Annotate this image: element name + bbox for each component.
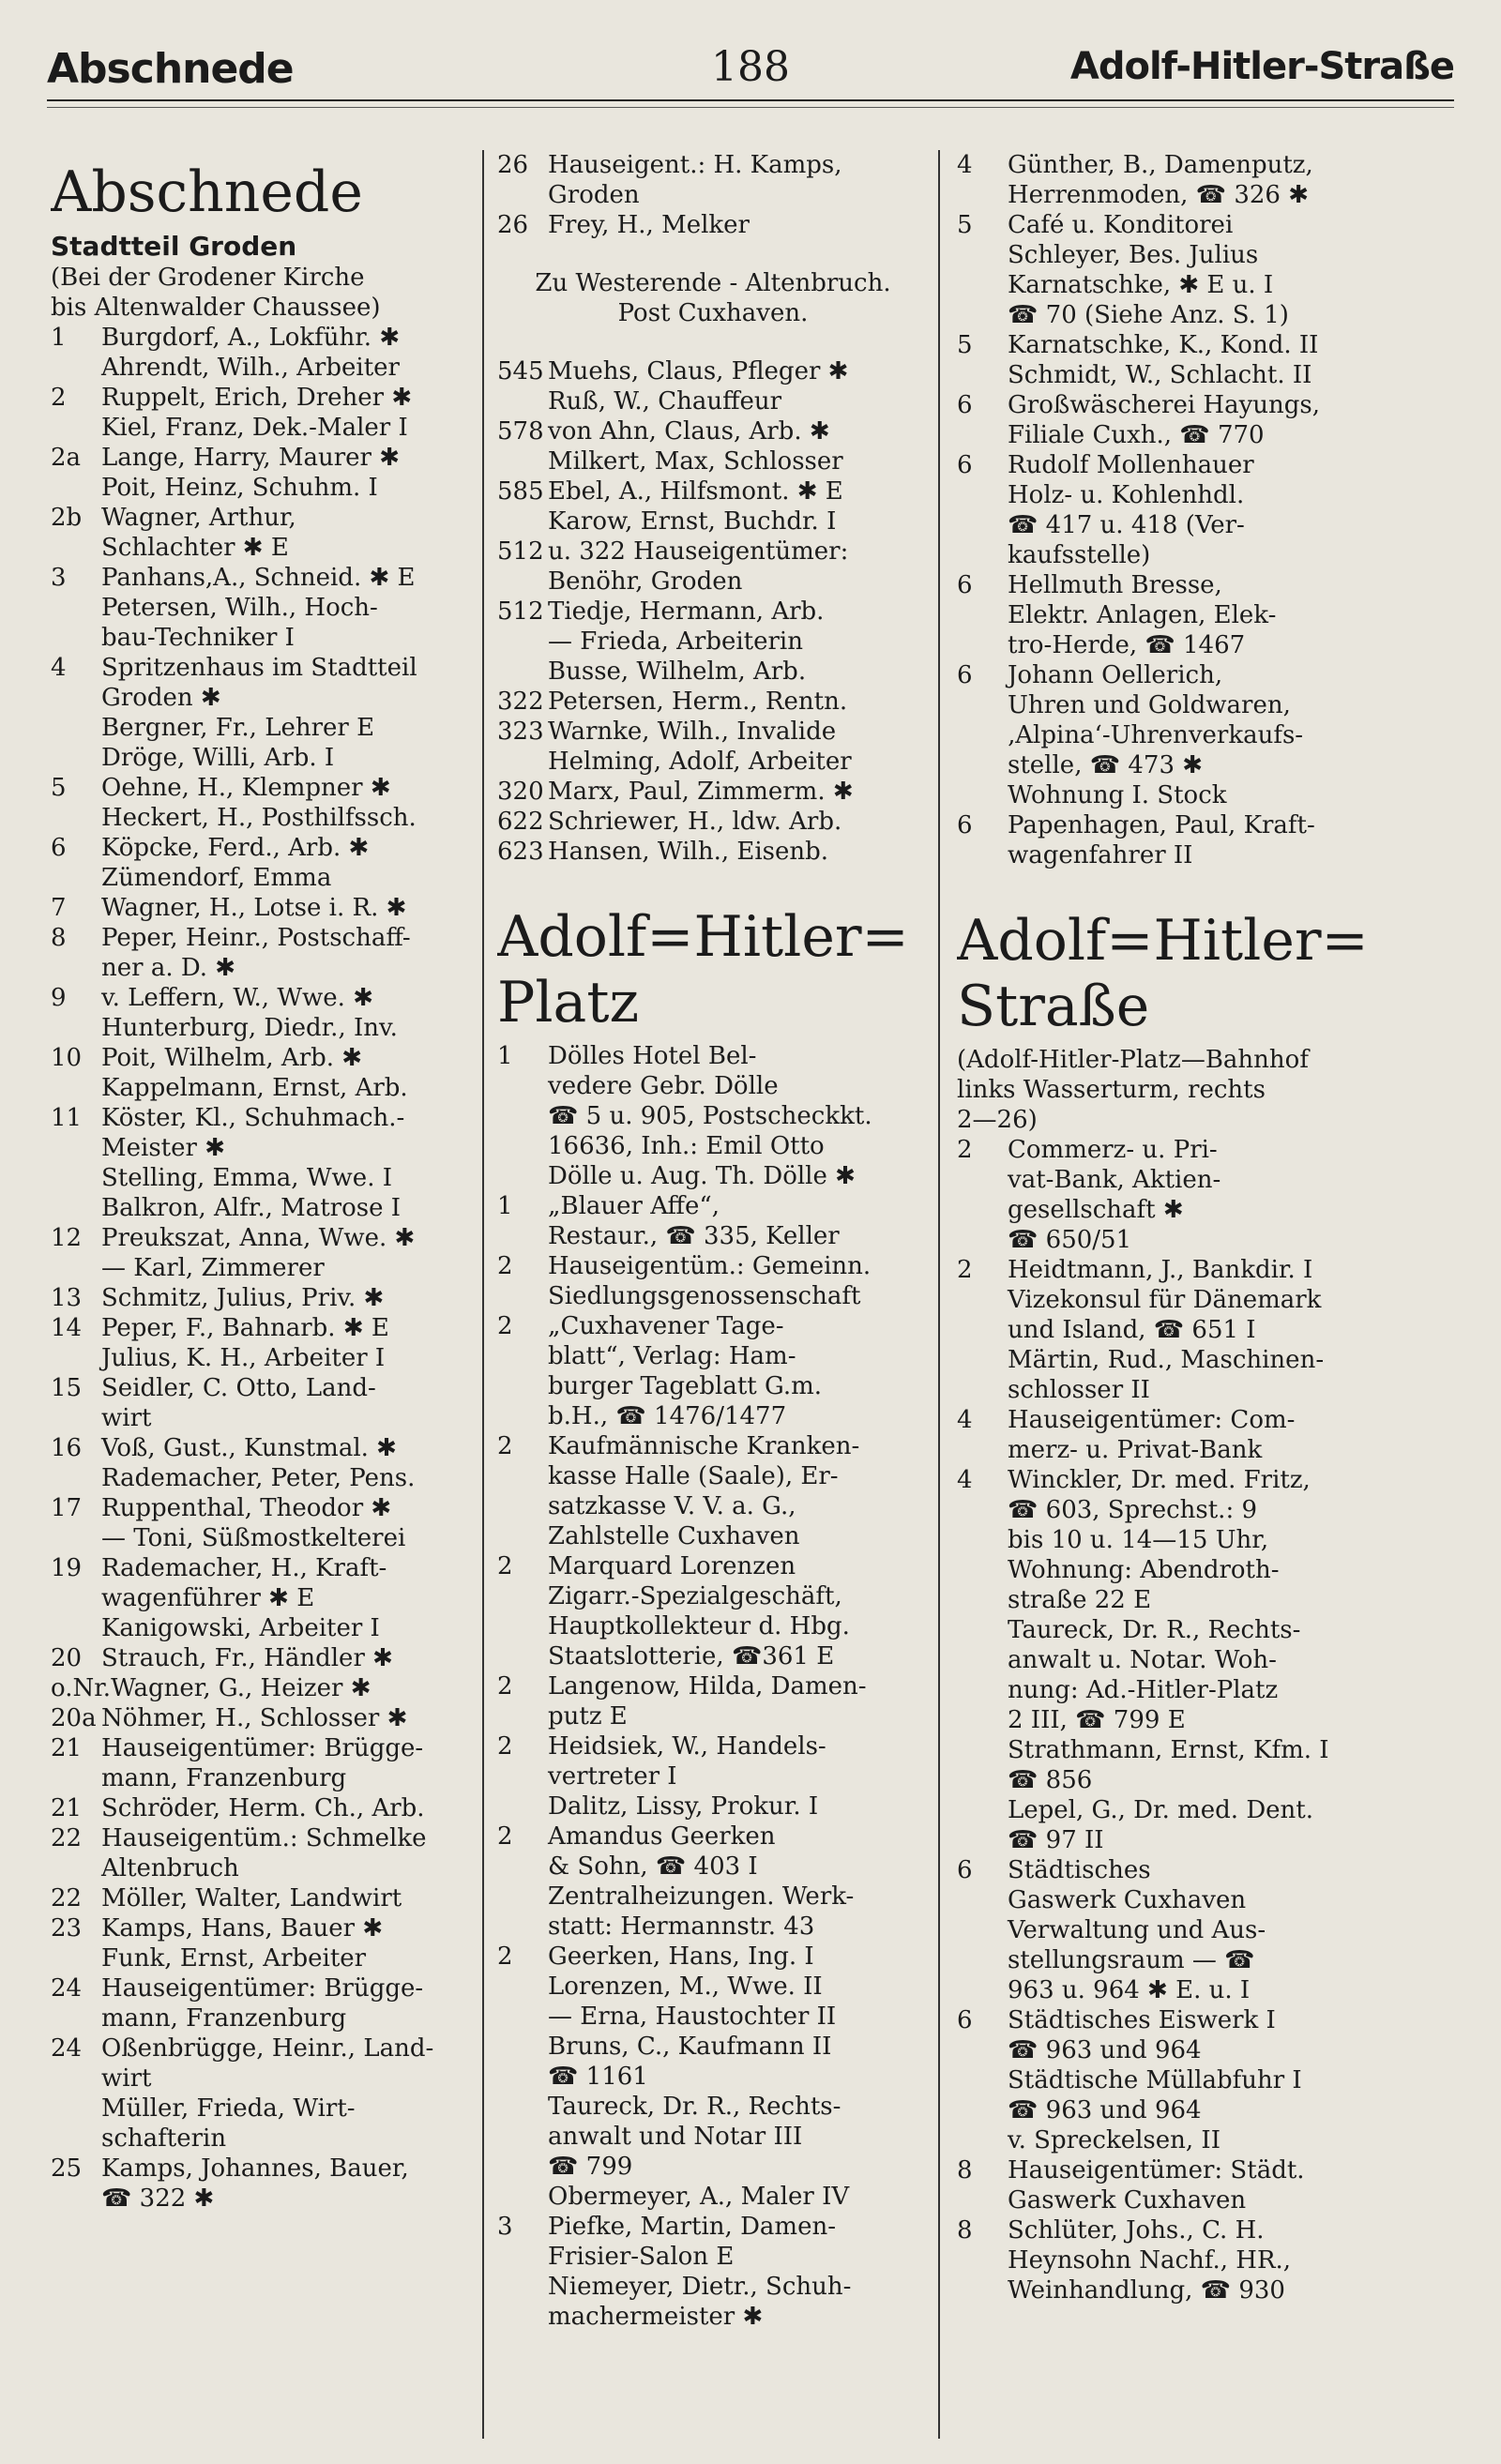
house-number: 25 — [51, 2154, 83, 2183]
entry-text: Muehs, Claus, Pfleger ✱ Ruß, W., Chauffeur — [548, 357, 849, 416]
house-number: 6 — [957, 1856, 973, 1884]
house-number: 4 — [957, 1406, 973, 1434]
page-number: 188 — [711, 43, 790, 91]
house-number: 6 — [957, 661, 973, 689]
house-number: 585 — [497, 477, 544, 506]
directory-entry — [497, 356, 929, 416]
directory-entry — [497, 1731, 929, 1822]
entry-text: u. 322 Hauseigentümer: Benöhr, Groden — [548, 537, 849, 596]
house-number: 623 — [497, 838, 544, 866]
directory-entry — [497, 1311, 929, 1431]
house-number: 2 — [957, 1136, 973, 1164]
directory-entry — [51, 443, 478, 503]
house-number: 2 — [497, 1732, 513, 1761]
house-number: 10 — [51, 1044, 83, 1072]
column-divider-2 — [938, 150, 940, 2439]
house-number: 14 — [51, 1314, 83, 1342]
entry-text: Hansen, Wilh., Eisenb. — [548, 838, 829, 866]
directory-entry — [51, 1973, 478, 2033]
column-2 — [497, 150, 929, 2332]
house-number: 11 — [51, 1104, 83, 1132]
directory-entry — [51, 1553, 478, 1643]
entry-text: Kamps, Hans, Bauer ✱ Funk, Ernst, Arbeiter — [101, 1914, 384, 1973]
directory-entry — [51, 1313, 478, 1373]
directory-entry — [497, 1822, 929, 1942]
directory-entry — [957, 330, 1398, 390]
entry-list — [497, 150, 929, 240]
directory-entry — [957, 1405, 1398, 1465]
directory-entry — [51, 1793, 478, 1823]
entry-text: Karnatschke, K., Kond. II Schmidt, W., Schlacht. II — [1008, 331, 1319, 389]
section-note: (Adolf-Hitler-Platz—Bahnhof links Wasserturm, rechts 2—26) — [957, 1046, 1309, 1134]
house-number: 22 — [51, 1824, 83, 1852]
entry-text: Schröder, Herm. Ch., Arb. — [101, 1794, 425, 1822]
entry-text: Winckler, Dr. med. Fritz, ☎ 603, Sprechst.: 9 bis 10 u. 14—15 Uhr, Wohnung: Abendroth- straße 22 E Taureck, Dr. R., Rechts- anwalt u. Notar. Woh- nung: Ad.-Hitler-Platz 2 III, ☎ 799 E Strathmann, Ernst, Kfm. I ☎ 856 Lepel, G., Dr. med. Dent. ☎ 97 II — [1008, 1466, 1329, 1854]
directory-entry — [497, 597, 929, 687]
entry-text: Rudolf Mollenhauer Holz- u. Kohlenhdl. ☎ 417 u. 418 (Ver- kaufsstelle) — [1008, 451, 1254, 569]
entry-text: Hauseigentümer: Com- merz- u. Privat-Bank — [1008, 1406, 1296, 1464]
house-number: 4 — [957, 151, 973, 179]
entry-text: Marquard Lorenzen Zigarr.-Spezialgeschäft, Hauptkollekteur d. Hbg. Staatslotterie, ☎361 E — [548, 1552, 850, 1670]
directory-entry — [51, 2154, 478, 2214]
house-number: 5 — [957, 331, 973, 359]
entry-text: Kamps, Johannes, Bauer, ☎ 322 ✱ — [101, 2154, 409, 2213]
entry-text: Kaufmännische Kranken- kasse Halle (Saale), Er- satzkasse V. V. a. G., Zahlstelle Cuxhaven — [548, 1432, 860, 1550]
directory-entry — [497, 1671, 929, 1731]
directory-entry — [51, 893, 478, 923]
header-right-title: Adolf-Hitler-Straße — [1069, 45, 1454, 88]
directory-entry — [957, 1135, 1398, 1255]
directory-entry — [51, 1223, 478, 1283]
house-number: 1 — [51, 324, 67, 352]
entry-text: Köster, Kl., Schuhmach.- Meister ✱ Stelling, Emma, Wwe. I Balkron, Alfr., Matrose I — [101, 1104, 405, 1222]
transfer-note: Zu Westerende - Altenbruch. Post Cuxhaven. — [535, 269, 891, 327]
directory-entry — [497, 1942, 929, 2212]
entry-list — [957, 150, 1398, 870]
directory-entry — [51, 1043, 478, 1103]
house-number: 19 — [51, 1554, 83, 1582]
house-number: 3 — [497, 2213, 513, 2241]
entry-text: Ruppenthal, Theodor ✱ — Toni, Süßmostkelterei — [101, 1494, 406, 1552]
directory-entry — [51, 1283, 478, 1313]
directory-entry — [51, 2033, 478, 2154]
entry-list — [51, 323, 478, 2214]
directory-entry — [957, 210, 1398, 330]
house-number: 20 — [51, 1644, 83, 1672]
house-number: 2 — [51, 384, 67, 412]
entry-text: Schmitz, Julius, Priv. ✱ — [101, 1284, 385, 1312]
entry-text: Peper, F., Bahnarb. ✱ E Julius, K. H., Arbeiter I — [101, 1314, 389, 1372]
entry-text: Hauseigentümer: Brügge- mann, Franzenburg — [101, 1734, 424, 1792]
entry-text: Städtisches Eiswerk I ☎ 963 und 964 Städtische Müllabfuhr I ☎ 963 und 964 v. Spreckelsen, II — [1008, 2006, 1302, 2154]
entry-text: Piefke, Martin, Damen- Frisier-Salon E Niemeyer, Dietr., Schuh- machermeister ✱ — [548, 2213, 852, 2331]
entry-text: Wagner, G., Heizer ✱ — [111, 1674, 371, 1702]
directory-entry — [51, 1373, 478, 1433]
directory-entry — [957, 1255, 1398, 1405]
entry-list — [497, 1041, 929, 2332]
house-number: 512 — [497, 537, 544, 566]
directory-entry — [51, 773, 478, 833]
entry-text: Großwäscherei Hayungs, Filiale Cuxh., ☎ 770 — [1008, 391, 1321, 449]
page-header — [47, 38, 1454, 103]
entry-text: „Cuxhavener Tage- blatt“, Verlag: Ham- burger Tageblatt G.m. b.H., ☎ 1476/1477 — [548, 1312, 823, 1430]
house-number: 17 — [51, 1494, 83, 1522]
entry-text: Papenhagen, Paul, Kraft- wagenfahrer II — [1008, 811, 1315, 869]
directory-entry — [497, 210, 929, 240]
house-number: 9 — [51, 984, 67, 1012]
entry-text: Seidler, C. Otto, Land- wirt — [101, 1374, 376, 1432]
house-number: 2 — [497, 1252, 513, 1280]
house-number: 1 — [497, 1192, 513, 1220]
entry-text: Heidtmann, J., Bankdir. I Vizekonsul für Dänemark und Island, ☎ 651 I Märtin, Rud., Maschinen- schlosser II — [1008, 1256, 1325, 1404]
directory-entry — [957, 2215, 1398, 2305]
house-number: 2 — [957, 1256, 973, 1284]
house-number: 8 — [957, 2216, 973, 2245]
entry-text: Oehne, H., Klempner ✱ Heckert, H., Posthilfssch. — [101, 774, 417, 832]
entry-text: Hauseigentümer: Brügge- mann, Franzenburg — [101, 1974, 424, 2033]
entry-text: Hellmuth Bresse, Elektr. Anlagen, Elek- tro-Herde, ☎ 1467 — [1008, 571, 1277, 659]
house-number: 2 — [497, 1432, 513, 1460]
entry-text: Schlüter, Johs., C. H. Heynsohn Nachf., HR., Weinhandlung, ☎ 930 — [1008, 2216, 1292, 2305]
house-number: 13 — [51, 1284, 83, 1312]
entry-text: Geerken, Hans, Ing. I Lorenzen, M., Wwe. II — Erna, Haustochter II Bruns, C., Kaufmann II ☎ 1161 Taureck, Dr. R., Rechts- anwalt und Notar III ☎ 799 Obermeyer, A., Maler IV — [548, 1942, 850, 2211]
house-number: 21 — [51, 1794, 83, 1822]
directory-entry — [51, 1823, 478, 1883]
directory-entry — [957, 570, 1398, 660]
directory-entry — [957, 390, 1398, 450]
directory-entry — [957, 2155, 1398, 2215]
directory-entry — [497, 150, 929, 210]
house-number: 2 — [497, 1552, 513, 1580]
directory-entry — [497, 2212, 929, 2332]
house-number: 2 — [497, 1822, 513, 1851]
directory-entry — [51, 1103, 478, 1223]
directory-entry — [51, 1703, 478, 1733]
house-number: 24 — [51, 1974, 83, 2003]
directory-entry — [957, 810, 1398, 870]
directory-entry — [497, 1251, 929, 1311]
entry-text: Frey, H., Melker — [548, 211, 750, 239]
directory-entry — [497, 777, 929, 807]
house-number: 578 — [497, 417, 544, 446]
house-number: 8 — [957, 2156, 973, 2184]
directory-entry — [51, 503, 478, 563]
directory-entry — [497, 537, 929, 597]
entry-text: Warnke, Wilh., Invalide Helming, Adolf, Arbeiter — [548, 718, 852, 776]
directory-entry — [497, 1191, 929, 1251]
directory-entry — [51, 1643, 478, 1673]
entry-text: Schriewer, H., ldw. Arb. — [548, 808, 842, 836]
house-number: 15 — [51, 1374, 83, 1402]
directory-entry — [957, 2005, 1398, 2155]
house-number: 2b — [51, 504, 83, 532]
column-divider-1 — [482, 150, 484, 2439]
entry-text: Petersen, Herm., Rentn. — [548, 688, 848, 716]
entry-text: Heidsiek, W., Handels- vertreter I Dalitz, Lissy, Prokur. I — [548, 1732, 826, 1821]
entry-text: Langenow, Hilda, Damen- putz E — [548, 1672, 867, 1731]
house-number: 6 — [957, 451, 973, 479]
house-number: 22 — [51, 1884, 83, 1912]
entry-text: Marx, Paul, Zimmerm. ✱ — [548, 778, 854, 806]
directory-entry — [51, 1733, 478, 1793]
house-number: 320 — [497, 778, 544, 806]
entry-text: Nöhmer, H., Schlosser ✱ — [101, 1704, 408, 1732]
section-title: Abschnede — [51, 159, 363, 225]
directory-entry — [51, 1883, 478, 1913]
entry-text: Peper, Heinr., Postschaff- ner a. D. ✱ — [101, 924, 411, 982]
entry-text: Preukszat, Anna, Wwe. ✱ — Karl, Zimmerer — [101, 1224, 416, 1282]
house-number: 26 — [497, 151, 529, 179]
house-number: 4 — [957, 1466, 973, 1494]
entry-text: Burgdorf, A., Lokführ. ✱ Ahrendt, Wilh., Arbeiter — [101, 324, 401, 382]
house-number: 5 — [957, 211, 973, 239]
entry-text: Möller, Walter, Landwirt — [101, 1884, 402, 1912]
entry-text: v. Leffern, W., Wwe. ✱ Hunterburg, Diedr., Inv. — [101, 984, 398, 1042]
column-1 — [51, 150, 478, 2214]
directory-entry — [497, 416, 929, 476]
house-number: 545 — [497, 357, 544, 385]
entry-text: Günther, B., Damenputz, Herrenmoden, ☎ 326 ✱ — [1008, 151, 1313, 209]
section-note: (Bei der Grodener Kirche bis Altenwalder Chaussee) — [51, 264, 381, 322]
directory-entry — [51, 653, 478, 773]
directory-entry — [51, 1493, 478, 1553]
house-number: 20a — [51, 1704, 97, 1732]
entry-text: Panhans,A., Schneid. ✱ E Petersen, Wilh., Hoch- bau-Techniker I — [101, 564, 416, 652]
directory-entry — [51, 323, 478, 383]
house-number: 2a — [51, 444, 82, 472]
entry-list — [497, 356, 929, 867]
directory-entry — [497, 1431, 929, 1551]
header-left-title: Abschnede — [47, 45, 294, 93]
entry-text: Hauseigent.: H. Kamps, Groden — [548, 151, 842, 209]
directory-entry — [497, 837, 929, 867]
entry-text: Wagner, H., Lotse i. R. ✱ — [101, 894, 407, 922]
directory-entry — [497, 807, 929, 837]
house-number: 12 — [51, 1224, 83, 1252]
directory-entry — [957, 450, 1398, 570]
house-number: 3 — [51, 564, 67, 592]
house-number: 16 — [51, 1434, 83, 1462]
entry-text: Amandus Geerken & Sohn, ☎ 403 I Zentralheizungen. Werk- statt: Hermannstr. 43 — [548, 1822, 855, 1941]
directory-entry — [957, 150, 1398, 210]
column-3 — [957, 150, 1398, 2305]
entry-text: Hauseigentümer: Städt. Gaswerk Cuxhaven — [1008, 2156, 1305, 2215]
house-number: 6 — [957, 2006, 973, 2034]
house-number: 6 — [51, 834, 67, 862]
directory-entry — [51, 983, 478, 1043]
entry-text: Wagner, Arthur, Schlachter ✱ E — [101, 504, 296, 562]
entry-text: Rademacher, H., Kraft- wagenführer ✱ E Kanigowski, Arbeiter I — [101, 1554, 387, 1642]
house-number: 8 — [51, 924, 67, 952]
directory-entry — [51, 1433, 478, 1493]
house-number: 1 — [497, 1042, 513, 1070]
house-number: 512 — [497, 597, 544, 626]
house-number: 2 — [497, 1942, 513, 1971]
directory-entry — [51, 383, 478, 443]
entry-list — [957, 1135, 1398, 2305]
directory-entry — [497, 717, 929, 777]
entry-text: Poit, Wilhelm, Arb. ✱ Kappelmann, Ernst, Arb. — [101, 1044, 408, 1102]
directory-entry — [51, 563, 478, 653]
house-number: 24 — [51, 2034, 83, 2063]
house-number: 26 — [497, 211, 529, 239]
house-number: 622 — [497, 808, 544, 836]
entry-text: Städtisches Gaswerk Cuxhaven Verwaltung und Aus- stellungsraum — ☎ 963 u. 964 ✱ E. u. I — [1008, 1856, 1266, 2004]
section-title: Adolf=Hitler= Platz — [497, 904, 909, 1035]
directory-entry — [497, 476, 929, 537]
house-number: 322 — [497, 688, 544, 716]
entry-text: Köpcke, Ferd., Arb. ✱ Zümendorf, Emma — [101, 834, 370, 892]
entry-text: Johann Oellerich, Uhren und Goldwaren, ‚Alpina‘-Uhrenverkaufs- stelle, ☎ 473 ✱ Wohnung I. Stock — [1008, 661, 1304, 809]
entry-text: von Ahn, Claus, Arb. ✱ Milkert, Max, Schlosser — [548, 417, 843, 476]
directory-entry — [497, 1551, 929, 1671]
house-number: 6 — [957, 391, 973, 419]
directory-entry — [51, 1913, 478, 1973]
house-number: 2 — [497, 1312, 513, 1340]
entry-text: Hauseigentüm.: Schmelke Altenbruch — [101, 1824, 427, 1882]
header-rule-thin — [47, 107, 1454, 108]
house-number: 21 — [51, 1734, 83, 1762]
header-rule — [47, 99, 1454, 101]
entry-text: Hauseigentüm.: Gemeinn. Siedlungsgenossenschaft — [548, 1252, 872, 1310]
directory-entry — [51, 833, 478, 893]
entry-text: Dölles Hotel Bel- vedere Gebr. Dölle ☎ 5 u. 905, Postscheckkt. 16636, Inh.: Emil Otto Dölle u. Aug. Th. Dölle ✱ — [548, 1042, 872, 1190]
section-subtitle: Stadtteil Groden — [51, 231, 297, 262]
entry-text: Commerz- u. Pri- vat-Bank, Aktien- gesellschaft ✱ ☎ 650/51 — [1008, 1136, 1221, 1254]
entry-text: Voß, Gust., Kunstmal. ✱ Rademacher, Peter, Pens. — [101, 1434, 416, 1492]
entry-text: Ruppelt, Erich, Dreher ✱ Kiel, Franz, Dek.-Maler I — [101, 384, 413, 442]
house-number: 4 — [51, 654, 67, 682]
directory-entry — [497, 1041, 929, 1191]
house-number: 6 — [957, 571, 973, 599]
house-number: o.Nr. — [51, 1674, 112, 1702]
house-number: 2 — [497, 1672, 513, 1701]
directory-entry — [51, 923, 478, 983]
house-number: 6 — [957, 811, 973, 839]
entry-text: Ebel, A., Hilfsmont. ✱ E Karow, Ernst, Buchdr. I — [548, 477, 843, 536]
entry-text: Lange, Harry, Maurer ✱ Poit, Heinz, Schuhm. I — [101, 444, 401, 502]
house-number: 323 — [497, 718, 544, 746]
entry-text: „Blauer Affe“, Restaur., ☎ 335, Keller — [548, 1192, 840, 1250]
entry-text: Tiedje, Hermann, Arb. — Frieda, Arbeiterin Busse, Wilhelm, Arb. — [548, 597, 825, 686]
entry-text: Oßenbrügge, Heinr., Land- wirt Müller, Frieda, Wirt- schafterin — [101, 2034, 434, 2153]
entry-text: Strauch, Fr., Händler ✱ — [101, 1644, 393, 1672]
directory-entry — [957, 1855, 1398, 2005]
section-title: Adolf=Hitler= Straße — [957, 908, 1369, 1039]
directory-entry — [51, 1673, 478, 1703]
house-number: 23 — [51, 1914, 83, 1942]
directory-entry — [497, 687, 929, 717]
house-number: 5 — [51, 774, 67, 802]
house-number: 7 — [51, 894, 67, 922]
entry-text: Spritzenhaus im Stadtteil Groden ✱ Bergner, Fr., Lehrer E Dröge, Willi, Arb. I — [101, 654, 417, 772]
directory-entry — [957, 1465, 1398, 1855]
entry-text: Café u. Konditorei Schleyer, Bes. Julius Karnatschke, ✱ E u. I ☎ 70 (Siehe Anz. S. 1) — [1008, 211, 1289, 329]
directory-entry — [957, 660, 1398, 810]
